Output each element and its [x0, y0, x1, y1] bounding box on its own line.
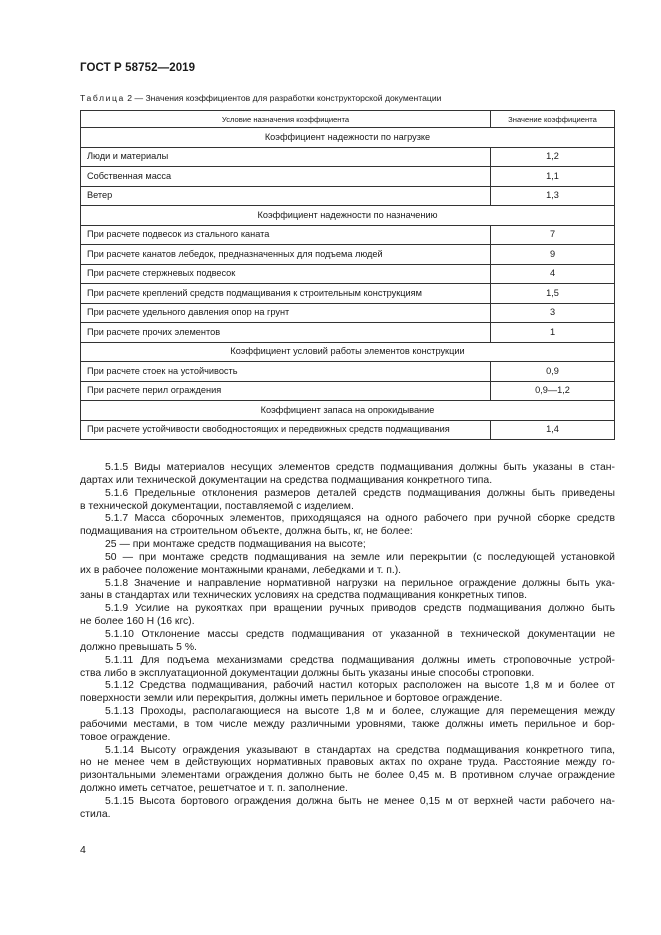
table-caption-label: Таблица — [80, 93, 125, 103]
condition-cell: При расчете прочих элементов — [81, 323, 491, 343]
condition-cell: При расчете перил ограждения — [81, 381, 491, 401]
paragraph-p517b — [80, 552, 615, 578]
page-number: 4 — [80, 844, 86, 856]
paragraph-line: но не менее чем в действующих нормативных правовых актах по охране труда. Расстояние между го- — [80, 757, 615, 769]
paragraph-line: ства либо в эксплуатационной документации должны быть указаны иные способы строповки. — [80, 667, 535, 679]
paragraph-p5113 — [80, 706, 615, 745]
paragraph-line: должно иметь сетчатое, решетчатое и т. п. заполнение. — [80, 783, 348, 795]
paragraph-p518 — [80, 578, 615, 604]
table-caption-text: 2 — Значения коэффициентов для разработки конструкторской документации — [127, 93, 442, 103]
paragraph-line: товое ограждение. — [80, 731, 171, 743]
paragraph-p517 — [80, 513, 615, 539]
value-cell: 4 — [491, 264, 615, 284]
value-cell: 1,2 — [491, 147, 615, 167]
condition-cell: При расчете устойчивости свободностоящих и передвижных средств подмащивания — [81, 420, 491, 440]
table-caption — [80, 93, 441, 103]
paragraph-p517a — [80, 539, 615, 552]
condition-cell: Ветер — [81, 186, 491, 206]
value-cell: 1,4 — [491, 420, 615, 440]
coefficients-table — [80, 110, 615, 440]
paragraph-line: 5.1.5 Виды материалов несущих элементов средств подмащивания должны быть указаны в стан- — [105, 462, 615, 473]
value-cell: 1 — [491, 323, 615, 343]
section-title: Коэффициент надежности по нагрузке — [81, 128, 615, 148]
value-cell: 1,3 — [491, 186, 615, 206]
paragraph-p5114 — [80, 745, 615, 796]
condition-cell: При расчете подвесок из стального каната — [81, 225, 491, 245]
paragraph-line: 5.1.9 Усилие на рукоятках при вращении ручных приводов средств подмащивания должно быть — [105, 603, 615, 615]
value-cell: 1,1 — [491, 167, 615, 187]
table-row — [81, 147, 615, 167]
paragraph-line: подмащивания на строительном объекте, должна быть, кг, не более: — [80, 526, 413, 538]
table-row — [81, 284, 615, 304]
paragraph-line: ризонтальными элементами ограждения должно быть не более 0,45 м. В противном случае ограждение — [80, 770, 615, 782]
condition-cell: Собственная масса — [81, 167, 491, 187]
section-title: Коэффициент условий работы элементов конструкции — [81, 342, 615, 362]
table-row — [81, 420, 615, 440]
paragraph-line: 5.1.11 Для подъема механизмами средства подмащивания должны иметь строповочные устрой- — [105, 654, 615, 666]
paragraph-p5115 — [80, 796, 615, 822]
table-section-row — [81, 342, 615, 362]
paragraph-line: заны в стандартах или технических условиях на средства подмащивания конкретных типов. — [80, 590, 527, 602]
table-body — [81, 128, 615, 440]
paragraph-line: должно превышать 5 %. — [80, 641, 197, 653]
table-row — [81, 186, 615, 206]
condition-cell: Люди и материалы — [81, 147, 491, 167]
paragraph-line: 5.1.6 Предельные отклонения размеров деталей средств подмащивания должны быть приведены — [105, 487, 615, 499]
paragraph-line: 5.1.15 Высота бортового ограждения должна быть не менее 0,15 м от верхней части рабочего на- — [105, 795, 615, 807]
table-row — [81, 225, 615, 245]
value-cell: 0,9 — [491, 362, 615, 382]
paragraph-p5110 — [80, 629, 615, 655]
paragraph-line: 5.1.7 Масса сборочных элементов, приходящаяся на одного рабочего при ручной сборке средств — [105, 513, 615, 525]
table-row — [81, 303, 615, 323]
column-header-condition: Условие назначения коэффициента — [81, 111, 491, 128]
paragraph-line: 5.1.10 Отклонение массы средств подмащивания от указанной в технической документации не — [105, 628, 615, 640]
condition-cell: При расчете стоек на устойчивость — [81, 362, 491, 382]
paragraph-line: 5.1.8 Значение и направление нормативной нагрузки на перильное ограждение должны быть ука- — [105, 577, 615, 589]
paragraph-line: поверхности земли или перекрытия, должны иметь перильное и бортовое ограждение. — [80, 693, 503, 705]
table-header-row — [81, 111, 615, 128]
paragraph-p515 — [80, 462, 615, 488]
paragraph-line: 5.1.14 Высоту ограждения указывают в стандартах на средства подмащивания конкретного типа, — [105, 744, 615, 756]
value-cell: 3 — [491, 303, 615, 323]
section-title: Коэффициент запаса на опрокидывание — [81, 401, 615, 421]
paragraph-line: стила. — [80, 808, 111, 820]
paragraph-line: рабочими местами, в том числе между различными уровнями, также должны иметь перильное и бор- — [80, 718, 615, 730]
column-header-value: Значение коэффициента — [491, 111, 615, 128]
table-section-row — [81, 401, 615, 421]
paragraph-line: 50 — при монтаже средств подмащивания на земле или перекрытии (с последующей установкой — [105, 551, 615, 563]
value-cell: 9 — [491, 245, 615, 265]
body-text — [80, 462, 615, 822]
table-row — [81, 381, 615, 401]
table-row — [81, 323, 615, 343]
condition-cell: При расчете креплений средств подмащивания к строительным конструкциям — [81, 284, 491, 304]
table-section-row — [81, 128, 615, 148]
paragraph-line: 25 — при монтаже средств подмащивания на высоте; — [105, 539, 366, 551]
condition-cell: При расчете удельного давления опор на грунт — [81, 303, 491, 323]
paragraph-line: 5.1.12 Средства подмащивания, рабочий настил которых расположен на высоте 1,8 м и более от — [105, 680, 615, 692]
paragraph-line: 5.1.13 Проходы, располагающиеся на высоте 1,8 м и более, служащие для перемещения между — [105, 706, 615, 718]
paragraph-line: их в рабочее положение монтажными кранами, лебедками и т. п.). — [80, 564, 402, 576]
paragraph-p5111 — [80, 655, 615, 681]
condition-cell: При расчете стержневых подвесок — [81, 264, 491, 284]
paragraph-p519 — [80, 603, 615, 629]
table-row — [81, 264, 615, 284]
paragraph-line: в технической документации, поставляемой с изделием. — [80, 500, 354, 512]
table-row — [81, 167, 615, 187]
paragraph-p5112 — [80, 680, 615, 706]
paragraph-line: дартах или технической документации на средства подмащивания конкретного типа. — [80, 474, 493, 486]
value-cell: 0,9—1,2 — [491, 381, 615, 401]
condition-cell: При расчете канатов лебедок, предназначенных для подъема людей — [81, 245, 491, 265]
paragraph-p516 — [80, 488, 615, 514]
table-row — [81, 362, 615, 382]
table-section-row — [81, 206, 615, 226]
standard-designation: ГОСТ Р 58752—2019 — [80, 62, 196, 74]
table-row — [81, 245, 615, 265]
value-cell: 1,5 — [491, 284, 615, 304]
paragraph-line: не более 160 Н (16 кгс). — [80, 616, 195, 628]
value-cell: 7 — [491, 225, 615, 245]
section-title: Коэффициент надежности по назначению — [81, 206, 615, 226]
